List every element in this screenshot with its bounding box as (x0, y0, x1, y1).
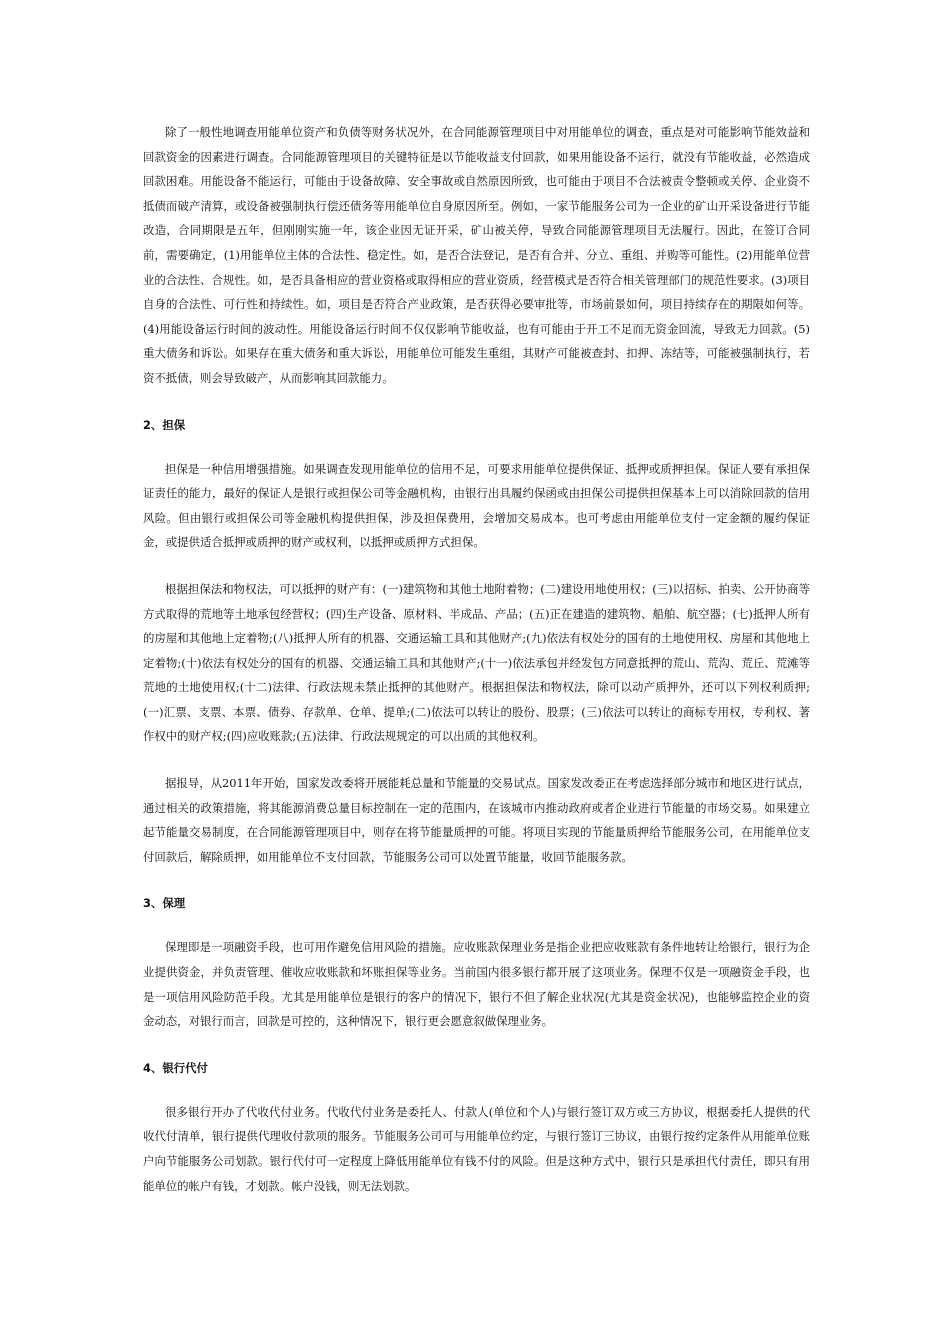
guarantee-paragraph-1: 担保是一种信用增强措施。如果调查发现用能单位的信用不足，可要求用能单位提供保证、抵押或质押担保。保证人要有承担保证责任的能力，最好的保证人是银行或担保公司等金融机构，由银行出具履约保函或由担保公司提供担保基本上可以消除回款的信用风险。但由银行或担保公司等金融机构提供担保，涉及担保费用，会增加交易成本。也可考虑由用能单位支付一定金额的履约保证金，或提供适合抵押或质押的财产或权利，以抵押或质押方式担保。 (143, 461, 810, 550)
intro-paragraph: 除了一般性地调查用能单位资产和负债等财务状况外，在合同能源管理项目中对用能单位的调查，重点是对可能影响节能效益和回款资金的因素进行调查。合同能源管理项目的关键特征是以节能收益支付回款，如果用能设备不运行，就没有节能收益，必然造成回款困难。用能设备不能运行，可能由于设备故障、安全事故或自然原因所致，也可能由于项目不合法被责令整顿或关停、企业资不抵债而破产清算，或设备被强制执行偿还债务等用能单位自身原因所至。例如，一家节能服务公司为一企业的矿山开采设备进行节能改造，合同期限是五年，但刚刚实施一年，该企业因无证开采，矿山被关停，导致合同能源管理项目无法履行。因此，在签订合同前，需要确定，(1)用能单位主体的合法性、稳定性。如，是否合法登记，是否有合并、分立、重组、并购等可能性。(2)用能单位营业的合法性、合规性。如，是否具备相应的营业资格或取得相应的营业资质，经营模式是否符合相关管理部门的规范性要求。(3)项目自身的合法性、可行性和持续性。如，项目是否符合产业政策，是否获得必要审批等，市场前景如何，项目持续存在的期限如何等。(4)用能设备运行时间的波动性。用能设备运行时间不仅仅影响节能收益，也有可能由于开工不足而无资金回流，导致无力回款。(5)重大债务和诉讼。如果存在重大债务和重大诉讼，用能单位可能发生重组，其财产可能被查封、扣押、冻结等，可能被强制执行，若资不抵债，则会导致破产，从而影响其回款能力。 (143, 125, 810, 385)
bank-payment-paragraph: 很多银行开办了代收代付业务。代收代付业务是委托人、付款人(单位和个人)与银行签订双方或三方协议，根据委托人提供的代收代付清单，银行提供代理收付款项的服务。节能服务公司可与用能单位约定，与银行签订三协议，由银行按约定条件从用能单位账户向节能服务公司划款。银行代付可一定程度上降低用能单位有钱不付的风险。但是这种方式中，银行只是承担代付责任，即只有用能单位的帐户有钱，才划款。帐户没钱，则无法划款。 (143, 1104, 810, 1193)
section-heading-bank-payment: 4、银行代付 (143, 1060, 208, 1075)
section-heading-factoring: 3、保理 (143, 896, 186, 911)
section-heading-guarantee: 2、担保 (143, 417, 186, 432)
factoring-paragraph: 保理即是一项融资手段，也可用作避免信用风险的措施。应收账款保理业务是指企业把应收账款有条件地转让给银行，银行为企业提供资金，并负责管理、催收应收账款和坏账担保等业务。当前国内很多银行都开展了这项业务。保理不仅是一项融资金手段，也是一项信用风险防范手段。尤其是用能单位是银行的客户的情况下，银行不但了解企业状况(尤其是资金状况)，也能够监控企业的资金动态，对银行而言，回款是可控的，这种情况下，银行更会愿意叙做保理业务。 (143, 940, 810, 1029)
guarantee-paragraph-3: 据报导，从2011年开始，国家发改委将开展能耗总量和节能量的交易试点。国家发改委正在考虑选择部分城市和地区进行试点，通过相关的政策措施，将其能源消费总量目标控制在一定的范围内，在该城市内推动政府或者企业进行节能量的市场交易。如果建立起节能量交易制度，在合同能源管理项目中，则存在将节能量质押的可能。将项目实现的节能量质押给节能服务公司，在用能单位支付回款后，解除质押，如用能单位不支付回款，节能服务公司可以处置节能量，收回节能服务款。 (143, 776, 810, 864)
guarantee-paragraph-2: 根据担保法和物权法，可以抵押的财产有：(一)建筑物和其他土地附着物；(二)建设用地使用权；(三)以招标、拍卖、公开协商等方式取得的荒地等土地承包经营权；(四)生产设备、原材料、半成品、产品；(五)正在建造的建筑物、船舶、航空器；(七)抵押人所有的房屋和其他地上定着物;(八)抵押人所有的机器、交通运输工具和其他财产;(九)依法有权处分的国有的土地使用权、房屋和其他地上定着物;(十)依法有权处分的国有的机器、交通运输工具和其他财产;(十一)依法承包并经发包方同意抵押的荒山、荒沟、荒丘、荒滩等荒地的土地使用权;(十二)法律、行政法规未禁止抵押的其他财产。根据担保法和物权法，除可以动产质押外，还可以下列权利质押;(一)汇票、支票、本票、债券、存款单、仓单、提单;(二)依法可以转让的股份、股票；(三)依法可以转让的商标专用权，专利权、著作权中的财产权;(四)应收账款;(五)法律、行政法规规定的可以出质的其他权利。 (143, 581, 810, 744)
document-body (143, 120, 810, 1198)
